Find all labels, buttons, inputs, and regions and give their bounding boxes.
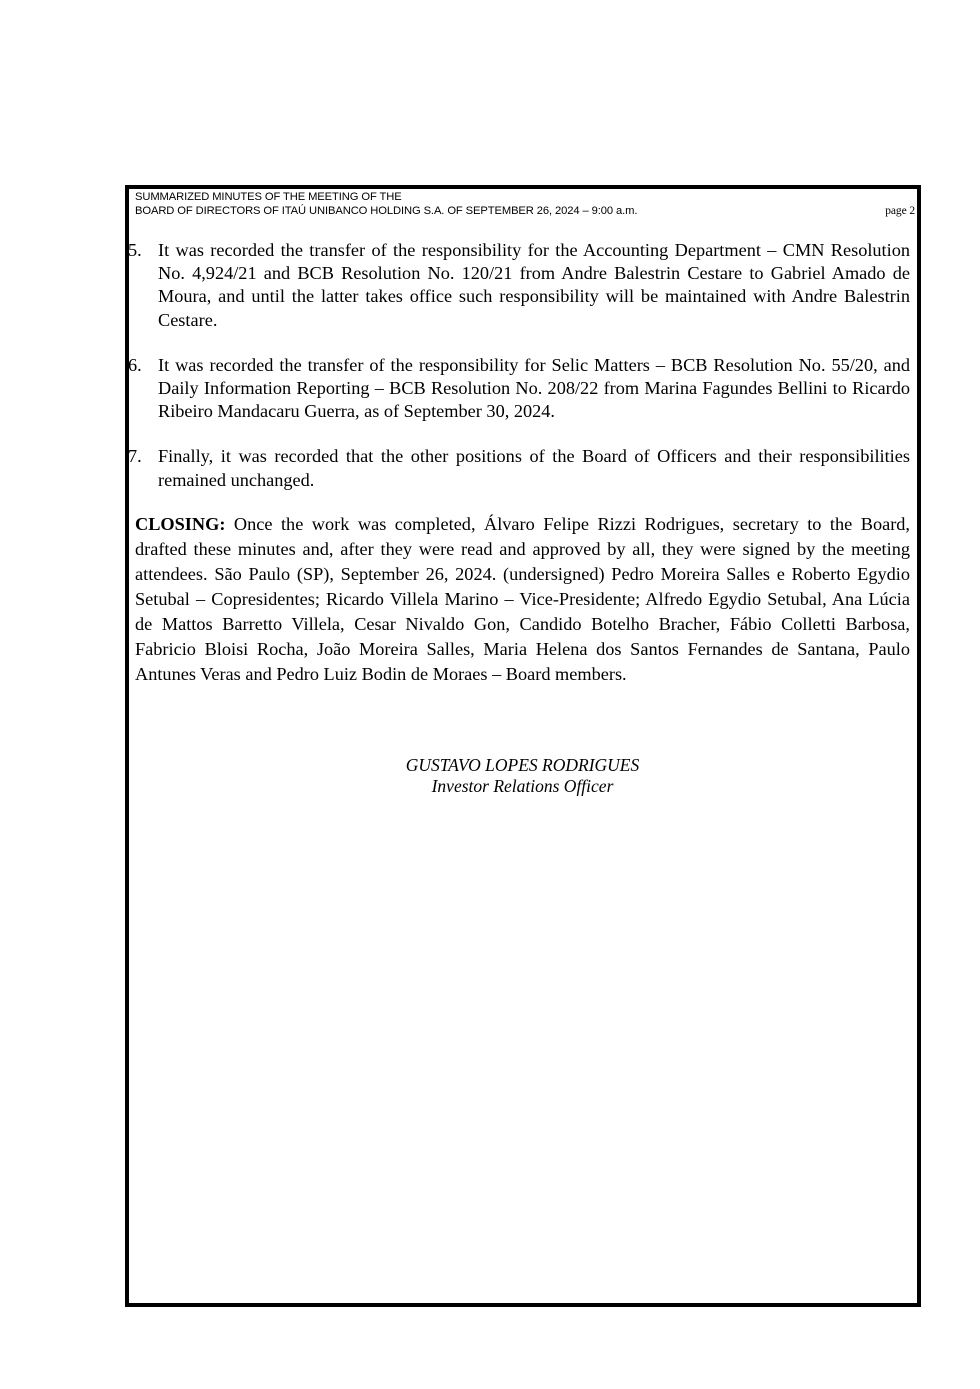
item-number: 5. (128, 240, 142, 260)
signatory-name: GUSTAVO LOPES RODRIGUES (405, 755, 640, 775)
item-text: It was recorded the transfer of the responsibility for the Accounting Department – CMN Resolution No. 4,924/21 and BCB Resolution No. 120/21 from Andre Balestrin Cestare to Gabriel Amado de Moura, and until the latter takes office such responsibility will be maintained with Andre Balestrin Cestare. (158, 240, 910, 330)
document-header (135, 190, 915, 218)
item-number: 7. (128, 446, 142, 467)
minutes-item-6 (128, 354, 910, 424)
page-number: page 2 (885, 205, 915, 217)
signatory-title: Investor Relations Officer (431, 776, 614, 796)
minutes-item-7 (128, 445, 910, 491)
header-line-2: BOARD OF DIRECTORS OF ITAÚ UNIBANCO HOLDING S.A. OF SEPTEMBER 26, 2024 – 9:00 a.m. (135, 205, 638, 217)
item-text: Finally, it was recorded that the other positions of the Board of Officers and their responsibilities remained unchanged. (158, 446, 910, 490)
item-text: It was recorded the transfer of the responsibility for Selic Matters – BCB Resolution No. 55/20, and Daily Information Reporting – BCB Resolution No. 208/22 from Marina Fagundes Bellini to Ricardo Ribeiro Mandacaru Guerra, as of September 30, 2024. (158, 354, 910, 422)
closing-text: Once the work was completed, Álvaro Felipe Rizzi Rodrigues, secretary to the Board, drafted these minutes and, after they were read and approved by all, they were signed by the meeting attendees. São Paulo (SP), September 26, 2024. (undersigned) Pedro Moreira Salles e Roberto Egydio Setubal – Copresidentes; Ricardo Villela Marino – Vice-Presidente; Alfredo Egydio Setubal, Ana Lúcia de Mattos Barretto Villela, Cesar Nivaldo Gon, Candido Botelho Bracher, Fábio Colletti Barbosa, Fabricio Bloisi Rocha, João Moreira Salles, Maria Helena dos Santos Fernandes de Santana, Paulo Antunes Veras and Pedro Luiz Bodin de Moraes – Board members. (135, 514, 910, 684)
header-line-1: SUMMARIZED MINUTES OF THE MEETING OF THE (135, 191, 402, 203)
minutes-item-5 (128, 239, 910, 332)
minutes-items (128, 239, 910, 514)
item-number: 6. (128, 354, 142, 375)
closing-paragraph (135, 512, 910, 687)
signature-block (135, 755, 910, 797)
closing-label: CLOSING: (135, 514, 226, 534)
